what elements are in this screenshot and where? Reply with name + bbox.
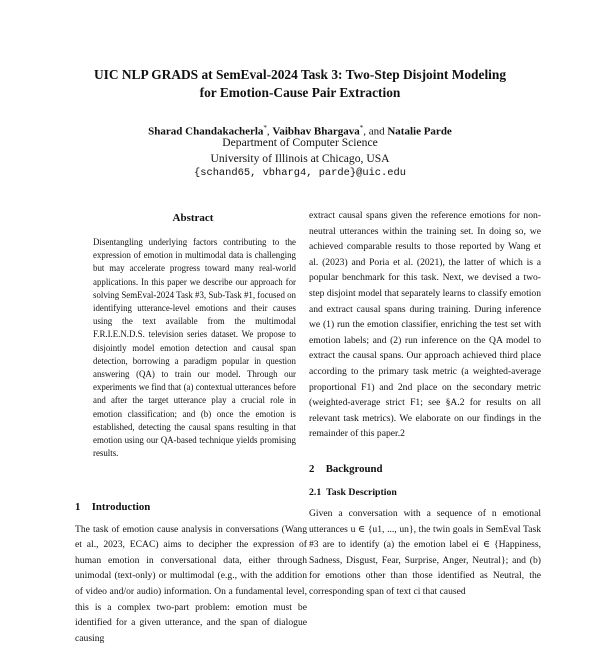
section-number: 2 bbox=[309, 462, 315, 475]
introduction-heading bbox=[75, 500, 307, 516]
paper-title bbox=[40, 66, 560, 102]
title-line-2: for Emotion-Cause Pair Extraction bbox=[199, 85, 401, 100]
author-separator: , and bbox=[363, 125, 388, 138]
subsection-number: 2.1 bbox=[309, 486, 322, 498]
right-column bbox=[309, 208, 541, 600]
department: Department of Computer Science bbox=[222, 136, 378, 149]
subsection-title: Task Description bbox=[326, 486, 397, 498]
section-title: Introduction bbox=[91, 501, 151, 513]
equal-contribution-mark: * bbox=[263, 124, 267, 132]
abstract-body bbox=[93, 236, 296, 460]
author-3: Natalie Parde bbox=[387, 125, 452, 138]
title-line-1: UIC NLP GRADS at SemEval-2024 Task 3: Two-Step Disjoint Modeling bbox=[93, 67, 507, 82]
task-description-heading bbox=[309, 485, 541, 501]
background-heading bbox=[309, 462, 541, 478]
equal-contribution-mark: * bbox=[359, 124, 364, 132]
university: University of Illinois at Chicago, USA bbox=[210, 151, 390, 165]
author-separator: , bbox=[266, 125, 273, 138]
abstract-heading: Abstract bbox=[172, 212, 214, 224]
introduction-continued-text: extract causal spans given the reference emotions for non-neutral utterances within the training set. In doing so, we achieved comparable results to those reported by Wang et al. (2023) and Poria et al. (2021), the latter of which is a popular benchmark for this task. Next, we devised a two-step disjoint model that separately learns to classify emotion and extract causal spans during training. During inference we (1) run the emotion classifier, enriching the test set with emotion labels; and (2) run inference on the QA model to extract the causal spans. Our approach achieved third place according to the primary task metric (a weighted-average proportional F1) and 2nd place on the secondary metric (weighted-average strict F1; see §A.2 for results on all relevant task metrics). We elaborate on our findings in the remainder of this paper.2 bbox=[309, 210, 541, 440]
introduction-text: The task of emotion cause analysis in conversations (Wang et al., 2023, ECAC) aims to decipher the expression of human emotion in conversational data, either through unimodal (text-only) or multimodal (e.g., with the addition of video and/or audio) information. On a fundamental level, this is a complex two-part problem: emotion must be identified for a given utterance, and the span of dialogue causing bbox=[75, 523, 307, 644]
abstract-text: Disentangling underlying factors contributing to the expression of emotion in multimodal data is challenging but may accelerate progress toward many real-world applications. In this paper we describe our approach for solving SemEval-2024 Task #3, Sub-Task #1, focused on identifying utterance-level emotions and their causes using the text available from the multimodal F.R.I.E.N.D.S. television series dataset. We propose to disjointly model emotion detection and causal span detection, borrowing a paradigm popular in question answering (QA) to train our model. Through our experiments we find that (a) contextual utterances before and after the target utterance play a crucial role in emotion classification; and (b) once the emotion is established, detecting the causal spans resulting in that emotion using our QA-based technique yields promising results. bbox=[93, 237, 296, 459]
author-1: Sharad Chandakacherla bbox=[148, 125, 264, 138]
author-2: Vaibhav Bhargava bbox=[272, 125, 360, 138]
left-column bbox=[75, 500, 307, 646]
task-description-text: Given a conversation with a sequence of n emotional utterances u ∈ {u1, ..., un}, the twin goals in SemEval Task #3 are to identify (a) the emotion label ei ∈ {Happiness, Sadness, Disgust, Fear, Surprise, Anger, Neutral}; and (b) for emotions other than those identified as Neutral, the corresponding span of text ci that caused bbox=[309, 508, 541, 598]
author-emails: {schand65, vbharg4, parde}@uic.edu bbox=[193, 167, 406, 180]
section-number: 1 bbox=[75, 501, 81, 513]
section-title: Background bbox=[325, 462, 383, 475]
affiliation bbox=[40, 135, 560, 182]
